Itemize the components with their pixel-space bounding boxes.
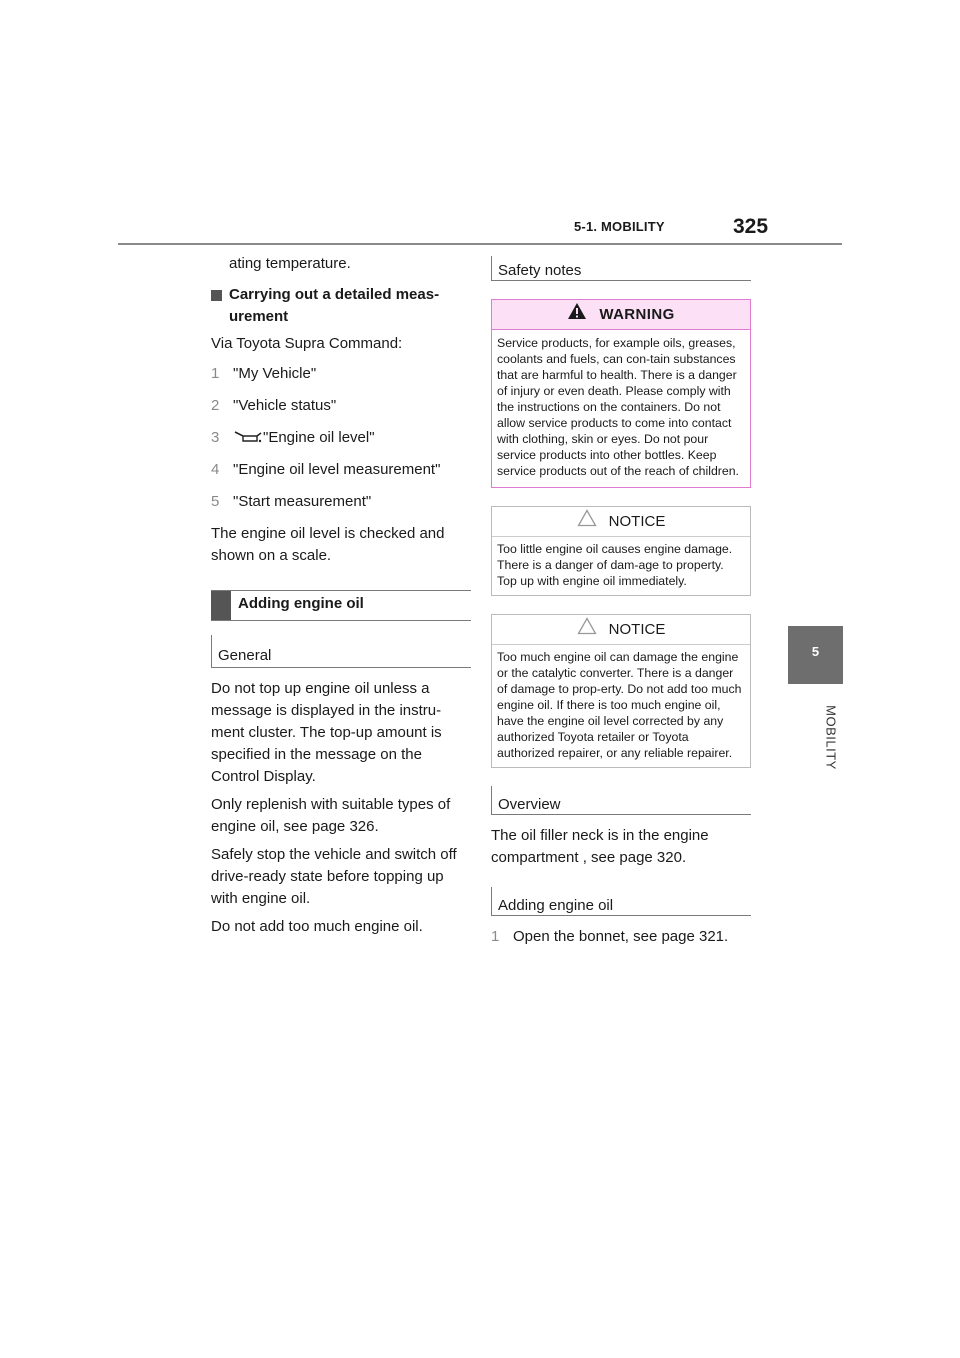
notice-title: NOTICE [608,620,666,638]
step-number: 2 [211,397,220,414]
page-number: 325 [733,215,769,238]
warning-box [491,299,751,488]
body-paragraph: Only replenish with suitable types of engine oil, see page 326. [211,796,451,835]
step-text: "Start measurement" [233,493,372,510]
topic-marker [211,591,231,620]
step-item [211,491,471,513]
topic-title: Adding engine oil [238,595,364,612]
adding-oil-heading: Adding engine oil [491,887,751,916]
step-text: "Engine oil level" [263,429,375,446]
step-text: "Vehicle status" [233,397,337,414]
header-rule [118,243,842,245]
notice-header [492,615,750,645]
right-column [491,256,751,958]
intro-continuation: ating temperature. [229,255,351,272]
notice-header [492,507,750,537]
topic-bar [211,590,471,621]
step-item [211,395,471,417]
body-paragraph: Safely stop the vehicle and switch off drive-ready state before topping up with engine oil. [211,846,457,907]
square-bullet-icon [211,290,222,301]
dipstick-icon [233,429,263,445]
notice-text: Too much engine oil can damage the engine or the catalytic converter. There is a danger of damage to prop-erty. Do not add too much engine oil. If there is too much engine oil, have the engine oil level corrected by any authorized Toyota retailer or Toyota authorized repairer, or any reliable repairer. [497,650,742,760]
step-text: Open the bonnet, see page 321. [513,928,729,945]
body-paragraph: Do not top up engine oil unless a message is displayed in the instru-ment cluster. The top-up amount is specified in the message on the Control Display. [211,680,442,785]
result-text: The engine oil level is checked and shown on a scale. [211,525,445,564]
notice-box [491,506,751,596]
section-title: 5-1. MOBILITY [574,219,665,234]
chapter-label: MOBILITY [823,705,839,770]
notice-box [491,614,751,768]
notice-triangle-icon [577,617,597,642]
notice-text: Too little engine oil causes engine damage. There is a danger of dam-age to property. Top up with engine oil immediately. [497,542,733,588]
warning-text: Service products, for example oils, greases, coolants and fuels, can con-tain substances that are harmful to health. There is a danger of injury or even death. Please comply with the instructions on the containers. Do not allow service products to come into contact with clothing, skin or eyes. Do not pour service products into other bottles. Keep service products out of the reach of children. [497,336,739,478]
notice-title: NOTICE [608,512,666,530]
step-text: "Engine oil level measurement" [233,461,441,478]
body-paragraph: Do not add too much engine oil. [211,918,423,935]
notice-triangle-icon [577,509,597,534]
step-item [211,363,471,385]
chapter-tab[interactable]: 5 [788,626,843,684]
step-item [211,459,471,481]
general-heading: General [211,635,471,668]
warning-triangle-icon [567,302,587,327]
step-item [491,926,751,948]
step-number: 5 [211,493,220,510]
step-number: 4 [211,461,220,478]
warning-header [492,300,750,330]
step-number: 1 [211,365,220,382]
overview-text: The oil filler neck is in the engine compartment , see page 320. [491,827,709,866]
detail-heading-text: Carrying out a detailed meas-urement [229,286,440,325]
warning-title: WARNING [599,305,675,323]
left-column [211,253,471,944]
detail-heading [211,284,471,328]
via-text: Via Toyota Supra Command: [211,335,403,352]
overview-heading: Overview [491,786,751,815]
safety-notes-heading: Safety notes [491,256,751,281]
step-item [211,427,471,449]
step-number: 3 [211,429,220,446]
step-text: "My Vehicle" [233,365,317,382]
step-number: 1 [491,928,500,945]
